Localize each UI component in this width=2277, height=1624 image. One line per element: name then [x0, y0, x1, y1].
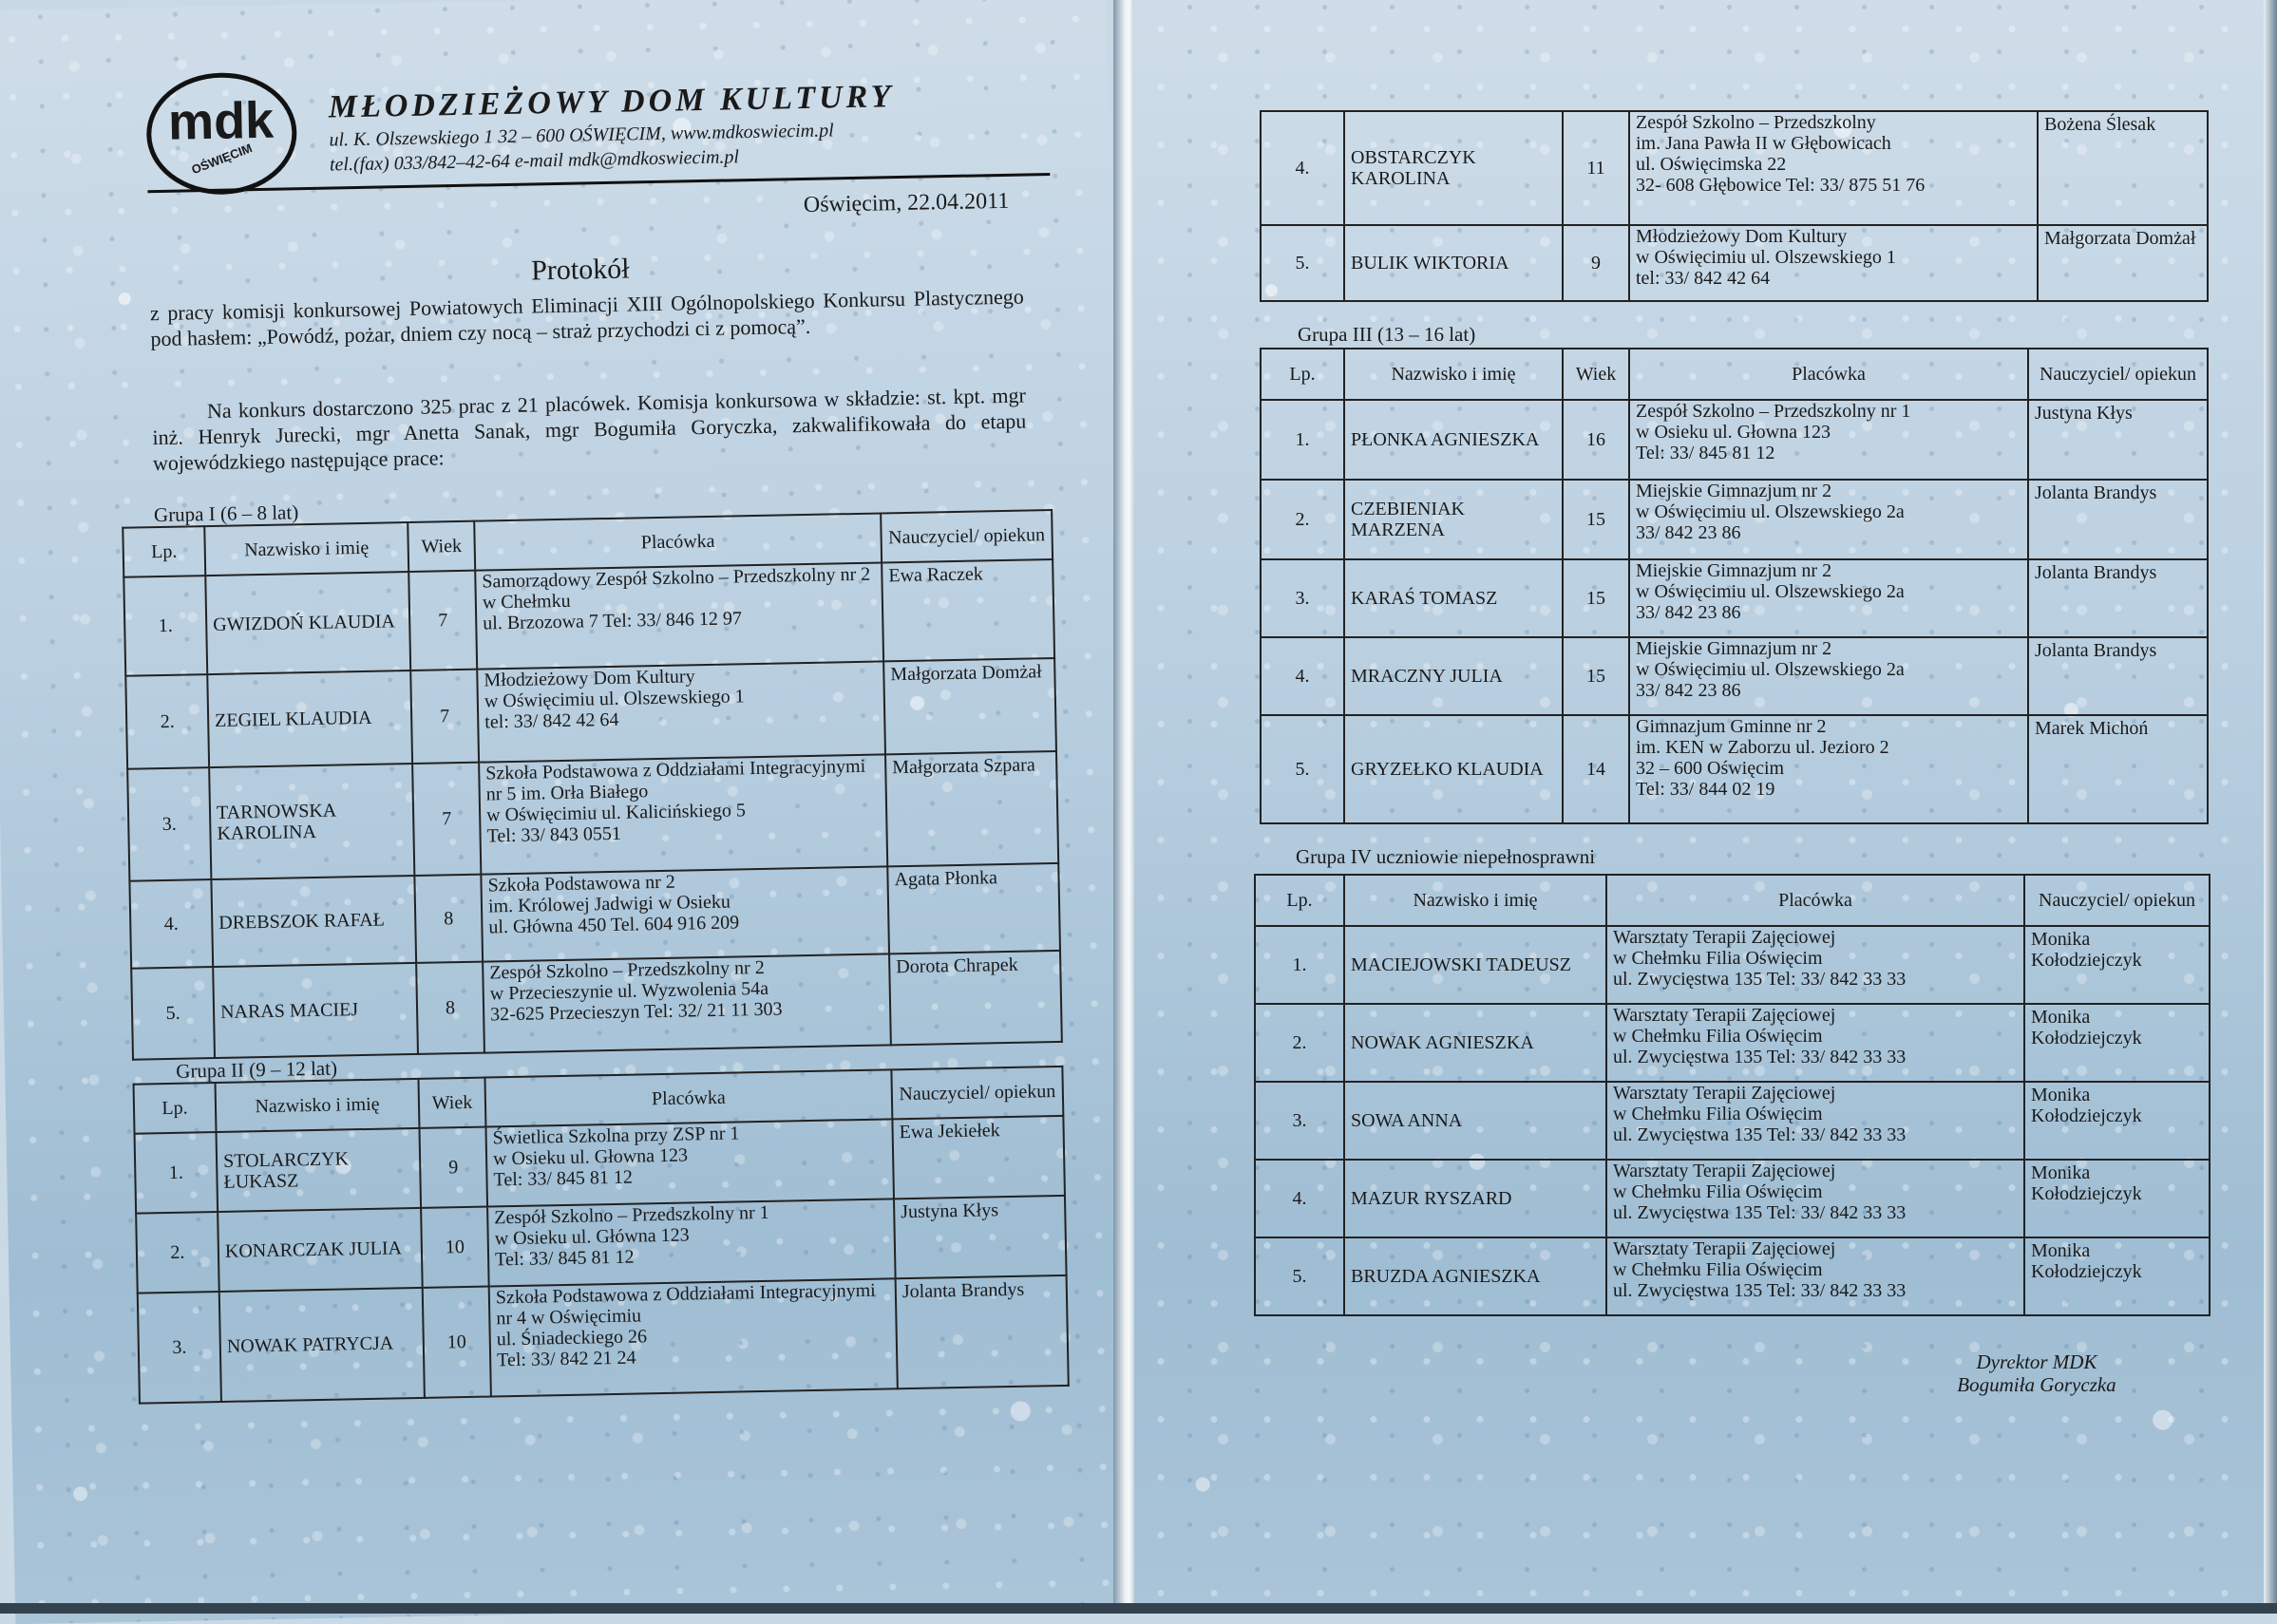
row-institution: Szkoła Podstawowa z Oddziałami Integracyjnymi nr 4 w Oświęcimiu ul. Śniadeckiego 26 Tel: 33/ 842 21 24 [489, 1278, 898, 1396]
row-name: CZEBIENIAK MARZENA [1344, 480, 1563, 559]
row-name: BULIK WIKTORIA [1344, 225, 1563, 301]
document-date: Oświęcim, 22.04.2011 [803, 188, 1010, 217]
table-row [1261, 111, 2208, 225]
row-teacher: Jolanta Brandys [896, 1275, 1069, 1388]
row-teacher: Jolanta Brandys [2028, 559, 2208, 637]
row-teacher: Bożena Ślesak [2038, 111, 2208, 225]
row-institution: Warsztaty Terapii Zajęciowej w Chełmku Filia Oświęcim ul. Zwycięstwa 135 Tel: 33/ 842 33 33 [1606, 1004, 2024, 1082]
row-institution: Zespół Szkolno – Przedszkolny nr 1 w Osieku ul. Główna 123 Tel: 33/ 845 81 12 [487, 1199, 896, 1286]
header-age: Wiek [418, 1078, 485, 1128]
header-teacher: Nauczyciel/ opiekun [891, 1067, 1063, 1119]
row-lp: 2. [1255, 1004, 1344, 1082]
table-row [131, 951, 1062, 1060]
logo-text: mdk [167, 91, 275, 151]
row-teacher: Monika Kołodziejczyk [2024, 1237, 2210, 1315]
row-teacher: Małgorzata Domżał [883, 658, 1056, 754]
row-teacher: Ewa Raczek [882, 559, 1054, 661]
row-age: 9 [419, 1127, 487, 1208]
row-teacher: Jolanta Brandys [2028, 480, 2208, 559]
row-name: DREBSZOK RAFAŁ [211, 876, 416, 967]
row-institution: Młodzieżowy Dom Kultury w Oświęcimiu ul. Olszewskiego 1 tel: 33/ 842 42 64 [1629, 225, 2038, 301]
row-name: PŁONKA AGNIESZKA [1344, 400, 1563, 480]
row-age: 7 [410, 670, 479, 764]
row-institution: Miejskie Gimnazjum nr 2 w Oświęcimiu ul. Olszewskiego 2a 33/ 842 23 86 [1629, 637, 2028, 715]
row-institution: Warsztaty Terapii Zajęciowej w Chełmku Filia Oświęcim ul. Zwycięstwa 135 Tel: 33/ 842 33 33 [1606, 1160, 2024, 1237]
row-lp: 1. [123, 576, 207, 676]
header-name: Nazwisko i imię [204, 522, 408, 576]
row-name: NOWAK PATRYCJA [219, 1288, 425, 1402]
mdk-logo [145, 71, 297, 196]
row-name: NARAS MACIEJ [213, 963, 418, 1058]
table-header-row [1261, 349, 2208, 400]
row-age: 8 [416, 962, 484, 1054]
row-name: NOWAK AGNIESZKA [1344, 1004, 1606, 1082]
row-age: 15 [1563, 480, 1629, 559]
row-lp: 2. [136, 1212, 219, 1294]
table-row [138, 1275, 1069, 1404]
group-1-table [122, 509, 1063, 1061]
header-teacher: Nauczyciel/ opiekun [881, 510, 1053, 562]
table-row [1261, 637, 2208, 715]
row-institution: Samorządowy Zespół Szkolno – Przedszkolny nr 2 w Chełmku ul. Brzozowa 7 Tel: 33/ 846 12 97 [475, 562, 883, 669]
row-institution: Szkoła Podstawowa nr 2 im. Królowej Jadwigi w Osieku ul. Główna 450 Tel. 604 916 209 [481, 866, 889, 961]
logo-subtext: OŚWIĘCIM [189, 141, 255, 178]
row-lp: 2. [125, 674, 209, 769]
row-institution: Miejskie Gimnazjum nr 2 w Oświęcimiu ul. Olszewskiego 2a 33/ 842 23 86 [1629, 480, 2028, 559]
row-name: TARNOWSKA KAROLINA [209, 764, 414, 879]
table-row [123, 559, 1054, 676]
row-teacher: Małgorzata Domżał [2038, 225, 2208, 301]
row-age: 9 [1563, 225, 1629, 301]
table-row [1261, 480, 2208, 559]
header-lp: Lp. [123, 526, 205, 577]
row-lp: 4. [1261, 111, 1344, 225]
header-teacher: Nauczyciel/ opiekun [2024, 875, 2210, 926]
table-row [1255, 926, 2210, 1004]
header-name: Nazwisko i imię [1344, 875, 1606, 926]
row-name: BRUZDA AGNIESZKA [1344, 1237, 1606, 1315]
document-intro: z pracy komisji konkursowej Powiatowych Eliminacji XIII Ogólnopolskiego Konkursu Plastycznego pod hasłem: „Powódź, pożar, dniem czy nocą – straż przychodzi ci z pomocą”. [149, 284, 1025, 351]
row-lp: 5. [131, 967, 215, 1060]
row-lp: 5. [1261, 225, 1344, 301]
right-page [1134, 0, 2277, 1614]
row-age: 7 [412, 763, 481, 876]
header-institution: Placówka [1629, 349, 2028, 400]
row-name: ZEGIEL KLAUDIA [207, 670, 412, 767]
row-name: SOWA ANNA [1344, 1082, 1606, 1160]
row-teacher: Monika Kołodziejczyk [2024, 926, 2210, 1004]
row-lp: 5. [1255, 1237, 1344, 1315]
row-age: 10 [423, 1287, 491, 1398]
row-name: MAZUR RYSZARD [1344, 1160, 1606, 1237]
row-institution: Warsztaty Terapii Zajęciowej w Chełmku Filia Oświęcim ul. Zwycięstwa 135 Tel: 33/ 842 33 33 [1606, 1082, 2024, 1160]
row-age: 8 [414, 875, 483, 963]
group-3-table [1260, 348, 2209, 824]
group-2-label: Grupa II (9 – 12 lat) [176, 1056, 338, 1083]
row-teacher: Jolanta Brandys [2028, 637, 2208, 715]
row-institution: Świetlica Szkolna przy ZSP nr 1 w Osieku ul. Głowna 123 Tel: 33/ 845 81 12 [485, 1119, 894, 1206]
row-name: OBSTARCZYK KAROLINA [1344, 111, 1563, 225]
row-name: STOLARCZYK ŁUKASZ [217, 1128, 422, 1212]
org-address: ul. K. Olszewskiego 1 32 – 600 OŚWIĘCIM, www.mdkoswiecim.pl [329, 120, 834, 151]
group-2-table [133, 1066, 1070, 1405]
header-teacher: Nauczyciel/ opiekun [2028, 349, 2208, 400]
header-lp: Lp. [134, 1083, 217, 1134]
row-lp: 4. [1261, 637, 1344, 715]
group-4-table [1254, 874, 2211, 1316]
header-institution: Placówka [1606, 875, 2024, 926]
group-1-label: Grupa I (6 – 8 lat) [153, 500, 299, 527]
row-name: GWIZDOŃ KLAUDIA [205, 572, 410, 674]
document-title: Protokół [530, 253, 630, 287]
row-lp: 4. [1255, 1160, 1344, 1237]
page-edge [2264, 0, 2277, 1614]
row-name: GRYZEŁKO KLAUDIA [1344, 715, 1563, 823]
row-age: 10 [421, 1207, 489, 1288]
header-institution: Placówka [484, 1069, 892, 1126]
row-lp: 4. [129, 879, 213, 969]
group-3-label: Grupa III (13 – 16 lat) [1298, 323, 1476, 346]
row-age: 14 [1563, 715, 1629, 823]
header-name: Nazwisko i imię [1344, 349, 1563, 400]
document-body: Na konkurs dostarczono 325 prac z 21 placówek. Komisja konkursowa w składzie: st. kpt. mgr inż. Henryk Jurecki, mgr Anetta Sanak, mgr Bogumiła Goryczka, zakwalifikowała do etapu wojewódzkiego następujące prace: [152, 383, 1027, 476]
row-lp: 1. [1261, 400, 1344, 480]
org-contact: tel.(fax) 033/842–42-64 e-mail mdk@mdkoswiecim.pl [329, 146, 740, 176]
row-institution: Miejskie Gimnazjum nr 2 w Oświęcimiu ul. Olszewskiego 2a 33/ 842 23 86 [1629, 559, 2028, 637]
row-teacher: Marek Michoń [2028, 715, 2208, 823]
row-institution: Warsztaty Terapii Zajęciowej w Chełmku Filia Oświęcim ul. Zwycięstwa 135 Tel: 33/ 842 33 33 [1606, 1237, 2024, 1315]
book-bottom-edge [0, 1603, 2277, 1614]
row-lp: 3. [1261, 559, 1344, 637]
header-lp: Lp. [1255, 875, 1344, 926]
signature-name: Bogumiła Goryczka [1957, 1373, 2116, 1396]
row-age: 15 [1563, 637, 1629, 715]
row-lp: 3. [1255, 1082, 1344, 1160]
header-lp: Lp. [1261, 349, 1344, 400]
row-institution: Gimnazjum Gminne nr 2 im. KEN w Zaborzu ul. Jezioro 2 32 – 600 Oświęcim Tel: 33/ 844 02 19 [1629, 715, 2028, 823]
table-row [125, 658, 1056, 769]
row-lp: 3. [127, 767, 211, 881]
row-teacher: Justyna Kłys [894, 1196, 1067, 1278]
row-teacher: Justyna Kłys [2028, 400, 2208, 480]
row-institution: Warsztaty Terapii Zajęciowej w Chełmku Filia Oświęcim ul. Zwycięstwa 135 Tel: 33/ 842 33 33 [1606, 926, 2024, 1004]
row-institution: Zespół Szkolno – Przedszkolny nr 2 w Przecieszynie ul. Wyzwolenia 54a 32-625 Przecieszyn Tel: 32/ 21 11 303 [483, 954, 891, 1052]
group-4-label: Grupa IV uczniowie niepełnosprawni [1296, 845, 1596, 868]
row-name: KONARCZAK JULIA [218, 1208, 423, 1292]
row-name: MACIEJOWSKI TADEUSZ [1344, 926, 1606, 1004]
group-2-table-continued [1260, 110, 2209, 302]
table-row [1261, 400, 2208, 480]
row-teacher: Monika Kołodziejczyk [2024, 1082, 2210, 1160]
org-name: MŁODZIEŻOWY DOM KULTURY [328, 79, 895, 125]
row-name: KARAŚ TOMASZ [1344, 559, 1563, 637]
table-header-row [1255, 875, 2210, 926]
table-row [1261, 715, 2208, 823]
row-teacher: Ewa Jekiełek [892, 1116, 1065, 1199]
row-lp: 5. [1261, 715, 1344, 823]
row-name: MRACZNY JULIA [1344, 637, 1563, 715]
table-row [1261, 225, 2208, 301]
row-teacher: Monika Kołodziejczyk [2024, 1004, 2210, 1082]
row-age: 11 [1563, 111, 1629, 225]
row-age: 16 [1563, 400, 1629, 480]
signature-role: Dyrektor MDK [1976, 1350, 2097, 1373]
row-lp: 1. [135, 1132, 218, 1214]
table-row [1255, 1082, 2210, 1160]
table-row [127, 751, 1058, 881]
row-teacher: Agata Płonka [887, 863, 1060, 954]
left-page [0, 0, 1136, 1624]
row-lp: 1. [1255, 926, 1344, 1004]
header-age: Wiek [1563, 349, 1629, 400]
row-institution: Zespół Szkolno – Przedszkolny im. Jana Pawła II w Głębowicach ul. Oświęcimska 22 32- 608 Głębowice Tel: 33/ 875 51 76 [1629, 111, 2038, 225]
row-age: 15 [1563, 559, 1629, 637]
row-institution: Zespół Szkolno – Przedszkolny nr 1 w Osieku ul. Głowna 123 Tel: 33/ 845 81 12 [1629, 400, 2028, 480]
row-age: 7 [408, 571, 477, 670]
row-institution: Szkoła Podstawowa z Oddziałami Integracyjnymi nr 5 im. Orła Białego w Oświęcimiu ul. Kalicińskiego 5 Tel: 33/ 843 0551 [479, 754, 887, 874]
table-row [1255, 1160, 2210, 1237]
table-row [1255, 1237, 2210, 1315]
header-institution: Placówka [474, 513, 882, 570]
row-lp: 2. [1261, 480, 1344, 559]
row-teacher: Małgorzata Szpara [885, 751, 1058, 866]
row-lp: 3. [138, 1292, 221, 1404]
header-age: Wiek [408, 521, 475, 572]
row-teacher: Dorota Chrapek [889, 951, 1062, 1045]
row-teacher: Monika Kołodziejczyk [2024, 1160, 2210, 1237]
header-name: Nazwisko i imię [216, 1079, 420, 1132]
table-row [1255, 1004, 2210, 1082]
row-institution: Młodzieżowy Dom Kultury w Oświęcimiu ul. Olszewskiego 1 tel: 33/ 842 42 64 [477, 661, 885, 762]
table-row [1261, 559, 2208, 637]
